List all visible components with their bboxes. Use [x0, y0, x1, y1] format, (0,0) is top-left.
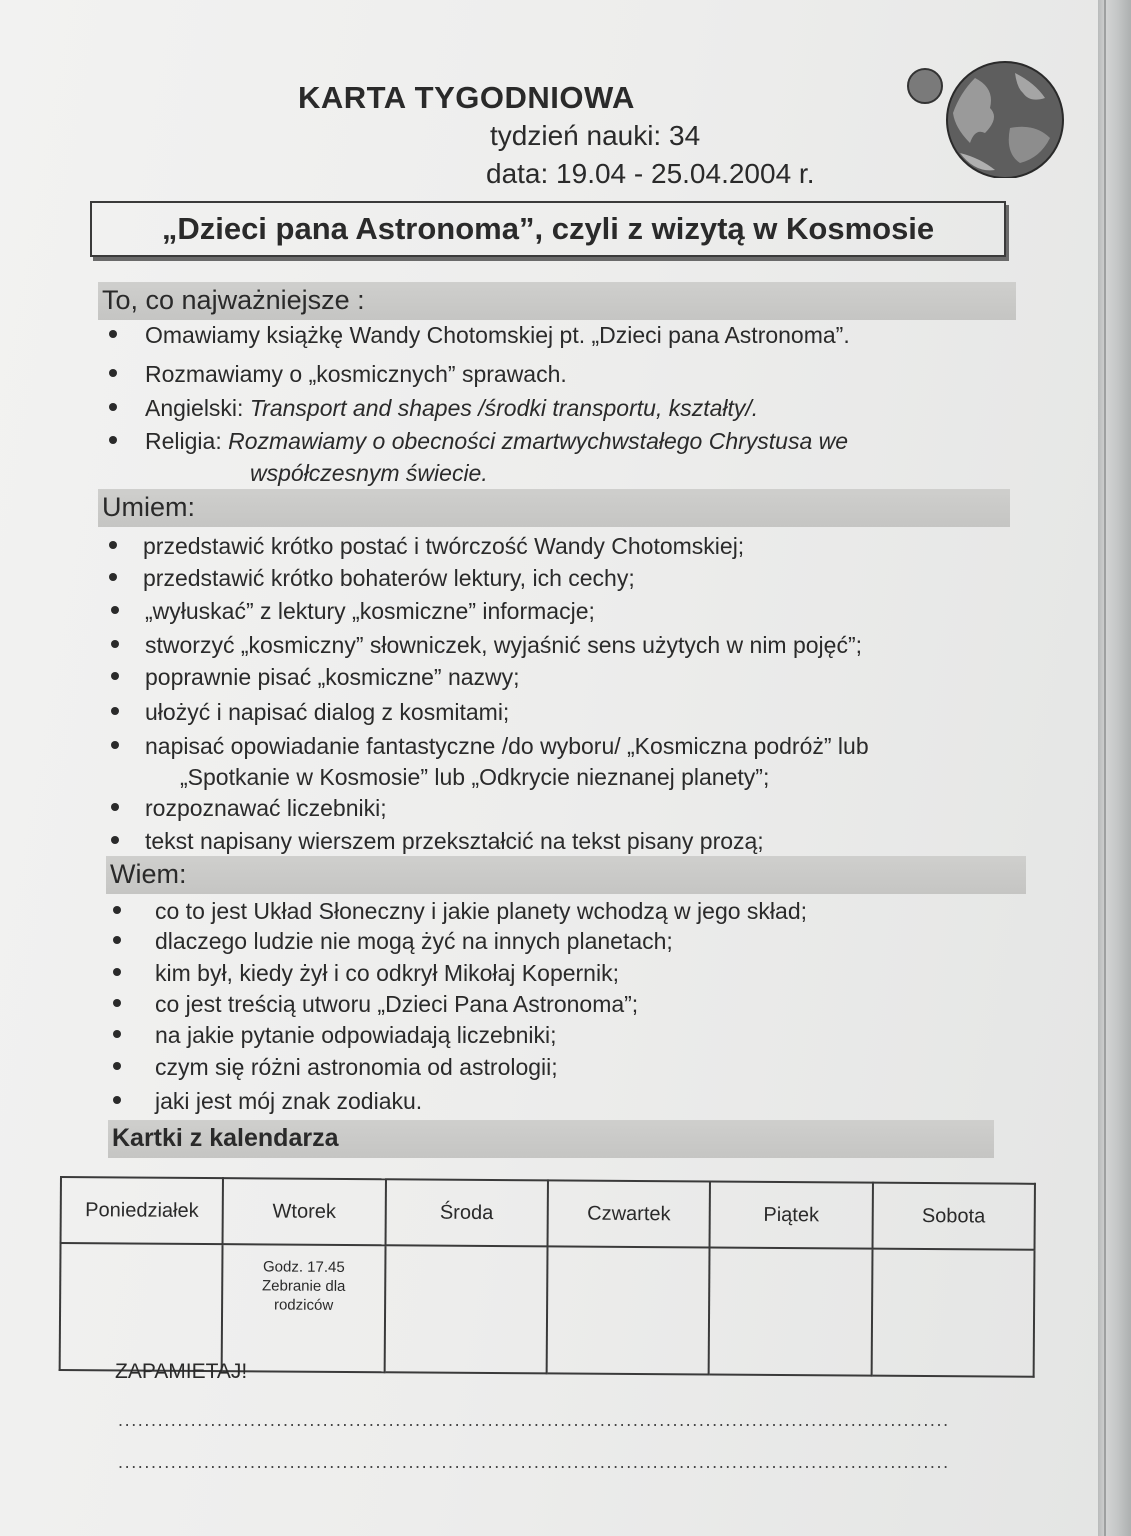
- day-header: Piątek: [710, 1182, 873, 1249]
- list-item-text: dlaczego ludzie nie mogą żyć na innych planetach;: [155, 928, 673, 954]
- list-item: [145, 598, 595, 625]
- day-cell: [547, 1246, 710, 1374]
- subject-label: Religia:: [145, 428, 229, 454]
- bullet-icon: [113, 968, 121, 976]
- dotted-line: ..............................................................................................................................: [118, 1410, 950, 1430]
- bullet-icon: [109, 436, 117, 444]
- list-item: [145, 733, 869, 760]
- bullet-icon: [111, 836, 119, 844]
- list-item: [155, 1054, 558, 1081]
- list-item: [145, 699, 509, 726]
- dotted-line: ..............................................................................................................................: [118, 1452, 950, 1472]
- list-item-text: napisać opowiadanie fantastyczne /do wyboru/ „Kosmiczna podróż” lub: [145, 733, 869, 759]
- subject-label: Angielski:: [145, 395, 250, 421]
- list-item: [155, 1022, 556, 1049]
- list-item: [145, 632, 862, 659]
- bullet-icon: [109, 573, 117, 581]
- note-line: Zebranie dla: [261, 1277, 346, 1295]
- list-item-continuation: współczesnym świecie.: [250, 460, 488, 486]
- list-item: [143, 533, 744, 560]
- list-item-text: przedstawić krótko bohaterów lektury, ich cechy;: [143, 565, 635, 591]
- day-cell: [871, 1249, 1034, 1377]
- list-item: [145, 795, 387, 822]
- list-item-text: stworzyć „kosmiczny” słowniczek, wyjaśnić sens użytych w nim pojęć”;: [145, 632, 863, 658]
- bullet-icon: [111, 741, 119, 749]
- bullet-icon: [113, 936, 121, 944]
- list-item-text: poprawnie pisać „kosmiczne” nazwy;: [145, 664, 520, 690]
- section-heading-most-important: To, co najważniejsze :: [98, 282, 1016, 320]
- date-range: data: 19.04 - 25.04.2004 r.: [486, 158, 815, 189]
- list-item: [155, 960, 619, 987]
- list-item: [145, 428, 848, 455]
- list-item: [145, 361, 567, 388]
- day-cell: [709, 1248, 872, 1376]
- section-heading-calendar: Kartki z kalendarza: [108, 1120, 994, 1158]
- bullet-icon: [109, 330, 117, 338]
- day-header: Poniedziałek: [61, 1177, 224, 1244]
- bullet-icon: [113, 999, 121, 1007]
- list-item-text: Omawiamy książkę Wandy Chotomskiej pt. „Dzieci pana Astronoma”.: [145, 322, 850, 348]
- list-item: [145, 322, 850, 349]
- day-cell: [60, 1243, 223, 1371]
- list-item: [145, 828, 764, 855]
- subject-text: Transport and shapes /środki transportu, kształty/.: [249, 395, 759, 421]
- bullet-icon: [111, 707, 119, 715]
- topic-banner: „Dzieci pana Astronoma”, czyli z wizytą w Kosmosie: [90, 201, 1006, 257]
- week-calendar-table: [59, 1176, 1036, 1378]
- bullet-icon: [111, 606, 119, 614]
- day-header: Sobota: [872, 1183, 1035, 1250]
- section-heading-i-know: Wiem:: [106, 856, 1026, 894]
- calendar-header-row: [61, 1177, 1035, 1250]
- list-item-text: rozpoznawać liczebniki;: [145, 795, 387, 821]
- list-item: [155, 991, 638, 1018]
- list-item-text: na jakie pytanie odpowiadają liczebniki;: [155, 1022, 557, 1048]
- day-header: Wtorek: [223, 1178, 386, 1245]
- list-item-text: ułożyć i napisać dialog z kosmitami;: [145, 699, 510, 725]
- bullet-icon: [113, 1030, 121, 1038]
- list-item-text: co jest treścią utworu „Dzieci Pana Astronoma”;: [155, 991, 639, 1017]
- bullet-icon: [109, 541, 117, 549]
- calendar-body-row: [60, 1243, 1035, 1377]
- list-item-text: tekst napisany wierszem przekształcić na tekst pisany prozą;: [145, 828, 764, 854]
- bullet-icon: [109, 403, 117, 411]
- subject-text: Rozmawiamy o obecności zmartwychwstałego Chrystusa we: [228, 428, 849, 454]
- page-title: KARTA TYGODNIOWA: [298, 80, 635, 115]
- binder-edge: [1098, 0, 1131, 1536]
- list-item-text: przedstawić krótko postać i twórczość Wandy Chotomskiej;: [143, 533, 745, 559]
- list-item: [145, 395, 758, 422]
- section-heading-i-can: Umiem:: [98, 489, 1010, 527]
- note-line: rodziców: [273, 1296, 334, 1314]
- bullet-icon: [111, 803, 119, 811]
- list-item-text: co to jest Układ Słoneczny i jakie planety wchodzą w jego skład;: [155, 898, 808, 924]
- list-item-text: jaki jest mój znak zodiaku.: [155, 1088, 423, 1114]
- list-item: [155, 928, 673, 955]
- globe-icon: [905, 58, 1075, 178]
- remember-label: ZAPAMIETAJ!: [115, 1360, 248, 1383]
- day-cell-tuesday: [222, 1244, 385, 1372]
- note-line: Godz. 17.45: [262, 1258, 345, 1276]
- day-cell: [384, 1245, 547, 1373]
- bullet-icon: [113, 1062, 121, 1070]
- bullet-icon: [111, 640, 119, 648]
- bullet-icon: [109, 369, 117, 377]
- bullet-icon: [111, 672, 119, 680]
- list-item-text: czym się różni astronomia od astrologii;: [155, 1054, 558, 1080]
- list-item: [155, 1088, 422, 1115]
- bullet-icon: [113, 1096, 121, 1104]
- list-item: [143, 565, 635, 592]
- list-item-continuation: „Spotkanie w Kosmosie” lub „Odkrycie nieznanej planety”;: [180, 764, 770, 790]
- list-item-text: kim był, kiedy żył i co odkrył Mikołaj Kopernik;: [155, 960, 619, 986]
- bullet-icon: [113, 906, 121, 914]
- day-header: Środa: [385, 1179, 548, 1246]
- week-number: tydzień nauki: 34: [490, 120, 701, 151]
- day-header: Czwartek: [548, 1180, 711, 1247]
- list-item: [145, 664, 520, 691]
- list-item: [155, 898, 807, 925]
- list-item-text: Rozmawiamy o „kosmicznych” sprawach.: [145, 361, 567, 387]
- list-item-text: „wyłuskać” z lektury „kosmiczne” informacje;: [145, 598, 595, 624]
